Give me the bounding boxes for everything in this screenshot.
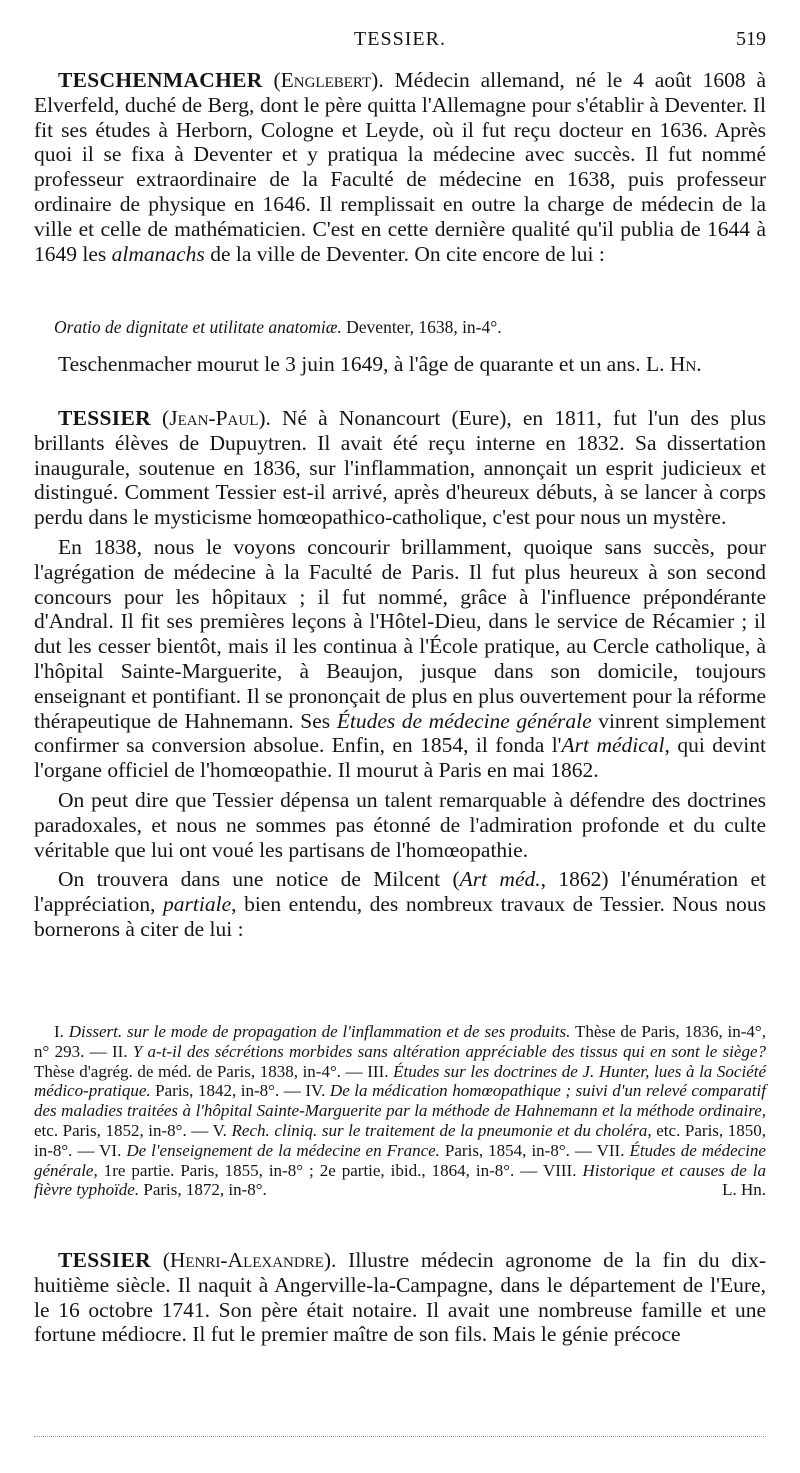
work-publication: etc. Paris, 1850, in-8°. — (34, 1120, 766, 1160)
text-run: En 1838, nous le voyons concourir brillamment, quoique sans succès, pour l'agrégation de médecine à la Faculté de Paris. Il fut plus heureux à son second concours pour les hôpitaux ; il fut nommé, grâce à l'influence prépondérante d'Andral. Il fit ses premières leçons à l'Hôtel-Dieu, dans le service de Récamier ; il dut les cesser bientôt, mais il les continua à l'École pratique, au Cercle catholique, à l'hôpital Sainte-Marguerite, à Beaujon, jusque dans son domicile, toujours enseignant et pontifiant. Il se prononçait de plus en plus ouvertement pour la réforme thérapeutique de Hahnemann. Ses (34, 534, 766, 733)
page-number: 519 (736, 28, 766, 50)
entry-headword: TESSIER (58, 1248, 151, 1272)
author-signature (670, 352, 702, 376)
work-citation (34, 318, 766, 338)
citation-line (34, 318, 766, 338)
work-number: VIII. (542, 1160, 583, 1180)
work-number: IV. (305, 1081, 330, 1101)
text-run: , qui devint l'organe officiel de l'homœopathie. Il mourut à Paris en mai 1862. (34, 733, 766, 783)
entry-given-name: Henri-Alexandre (169, 1248, 324, 1272)
text-run: , 1862) l'énumération et l'appréciation, (34, 867, 767, 917)
entry-teschenmacher (34, 68, 766, 266)
work-number: VII. (596, 1140, 630, 1160)
work-number: II. (111, 1041, 133, 1061)
entry-paragraph (34, 406, 766, 530)
work-title: De l'enseignement de la médecine en France. (126, 1140, 440, 1160)
work-number: I. (54, 1022, 69, 1041)
work-number: V. (212, 1120, 232, 1140)
italic-title: Études de médecine générale (336, 708, 592, 733)
entry-paragraph (34, 68, 766, 266)
entry-paragraph (34, 1248, 766, 1347)
italic-title: Art méd. (459, 867, 541, 892)
sig-letter: . (696, 352, 702, 376)
work-title: Oratio de dignitate et utilitate anatomiæ. (54, 317, 342, 337)
work-title: De la médication homœopathique ; suivi d'un relevé comparatif des maladies traitées à l'hôpital Sainte-Marguerite par la méthode de Hahnemann et la méthode ordinaire, (34, 1081, 767, 1121)
entry-headword: TESCHENMACHER (58, 68, 263, 92)
entry-given-name: Englebert (280, 68, 372, 92)
work-publication: Paris, 1854, in-8°. — (439, 1140, 597, 1160)
work-title: Historique et causes de la fièvre typhoïde. (34, 1160, 766, 1200)
italic-term: partiale (163, 892, 232, 917)
running-header (0, 28, 800, 58)
works-paragraph (34, 1022, 766, 1200)
work-publication: 1re partie. Paris, 1855, in-8° ; 2e partie, ibid., 1864, in-8°. — (97, 1160, 543, 1180)
entry-paragraph (34, 352, 766, 377)
death-paragraph (34, 352, 766, 377)
entry-paragraph: On peut dire que Tessier dépensa un talent remarquable à défendre des doctrines paradoxales, et nous ne sommes pas étonné de l'admiration profonde et du culte véritable que lui ont voué les partisans de l'homœopathie. (34, 787, 766, 862)
works-list (34, 1022, 766, 1200)
text-run: ). Illustre médecin agronome de la fin du dix-huitième siècle. Il naquit à Angerville-la-Campagne, dans le département de l'Eure, le 16 octobre 1741. Son père était notaire. Il avait une nombreuse famille et une fortune médiocre. Il fut le premier maître de son fils. Mais le génie précoce (34, 1248, 766, 1347)
work-publication: Paris, 1842, in-8°. — (150, 1081, 306, 1101)
work-number: VI. (99, 1140, 127, 1160)
work-title: Y a-t-il des sécrétions morbides sans altération appréciable des tissus qui en sont le siège? (132, 1041, 766, 1061)
text-run: ( (150, 406, 170, 430)
sig-letter: n (685, 352, 697, 376)
entry-headword: TESSIER (58, 406, 151, 430)
text-run: ). Né à Nonancourt (Eure), en 1811, fut l'un des plus brillants élèves de Dupuytren. Il avait été reçu interne en 1832. Sa dissertation inaugurale, soutenue en 1836, sur l'inflammation, annonçait un esprit judicieux et distingué. Comment Tessier est-il arrivé, après d'heureux débuts, à se lancer à corps perdu dans le mysticisme homœopathico-catholique, c'est pour nous un mystère. (34, 406, 766, 530)
italic-title: Art médical (561, 733, 665, 758)
work-publication: etc. Paris, 1852, in-8°. — (34, 1120, 213, 1140)
work-number: III. (367, 1061, 394, 1081)
work-publication: Thèse de Paris, 1836, in-4°, n° 293. — (34, 1022, 766, 1061)
bottom-dotted-rule (34, 1436, 766, 1437)
text-run: Teschenmacher mourut le 3 juin 1649, à l'âge de quarante et un ans. L. (58, 352, 670, 376)
text-run: On trouvera dans une notice de Milcent ( (58, 867, 460, 892)
entry-tessier-henri-alexandre (34, 1248, 766, 1347)
text-run: ( (262, 68, 281, 92)
text-run: de la ville de Deventer. On cite encore de lui : (204, 241, 605, 266)
work-publication: Thèse d'agrég. de méd. de Paris, 1838, in-4°. — (34, 1061, 368, 1081)
work-title: Études de médecine générale, (34, 1140, 766, 1180)
work-title: Études sur les doctrines de J. Hunter, lues à la Société médico-pratique. (34, 1061, 767, 1101)
sig-letter: H (669, 352, 686, 376)
text-run: ( (150, 1248, 170, 1272)
text-run: ). Médecin allemand, né le 4 août 1608 à Elverfeld, duché de Berg, dont le père quitta l'Allemagne pour s'établir à Deventer. Il fit ses études à Herborn, Cologne et Leyde, où il fut reçu docteur en 1636. Après quoi il se fixa à Deventer et y pratiqua la médecine avec succès. Il fut nommé professeur extraordinaire de la Faculté de médecine en 1638, puis professeur ordinaire de physique en 1646. Il remplissait en outre la charge de médecin de la ville et celle de mathématicien. C'est en cette dernière qualité qu'il publia de 1644 à 1649 les (34, 68, 766, 266)
text-run: , bien entendu, des nombreux travaux de Tessier. Nous nous bornerons à citer de lui : (34, 892, 766, 941)
running-title: TESSIER. (354, 28, 446, 50)
entry-tessier-jean-paul (34, 406, 766, 942)
entry-paragraph (34, 867, 766, 941)
author-signature: L. Hn. (722, 1180, 766, 1200)
work-publication: Deventer, 1638, in-4°. (341, 317, 502, 337)
entry-given-name: Jean-Paul (169, 406, 259, 430)
text-run: vinrent simplement confirmer sa conversion absolue. Enfin, en 1854, il fonda l' (34, 708, 767, 758)
work-publication: Paris, 1872, in-8°. (139, 1180, 267, 1200)
work-title: Rech. cliniq. sur le traitement de la pneumonie et du choléra, (231, 1120, 652, 1140)
italic-term: almanachs (111, 241, 205, 266)
entry-paragraph (34, 535, 766, 783)
work-title: Dissert. sur le mode de propagation de l'inflammation et de ses produits. (68, 1022, 571, 1041)
